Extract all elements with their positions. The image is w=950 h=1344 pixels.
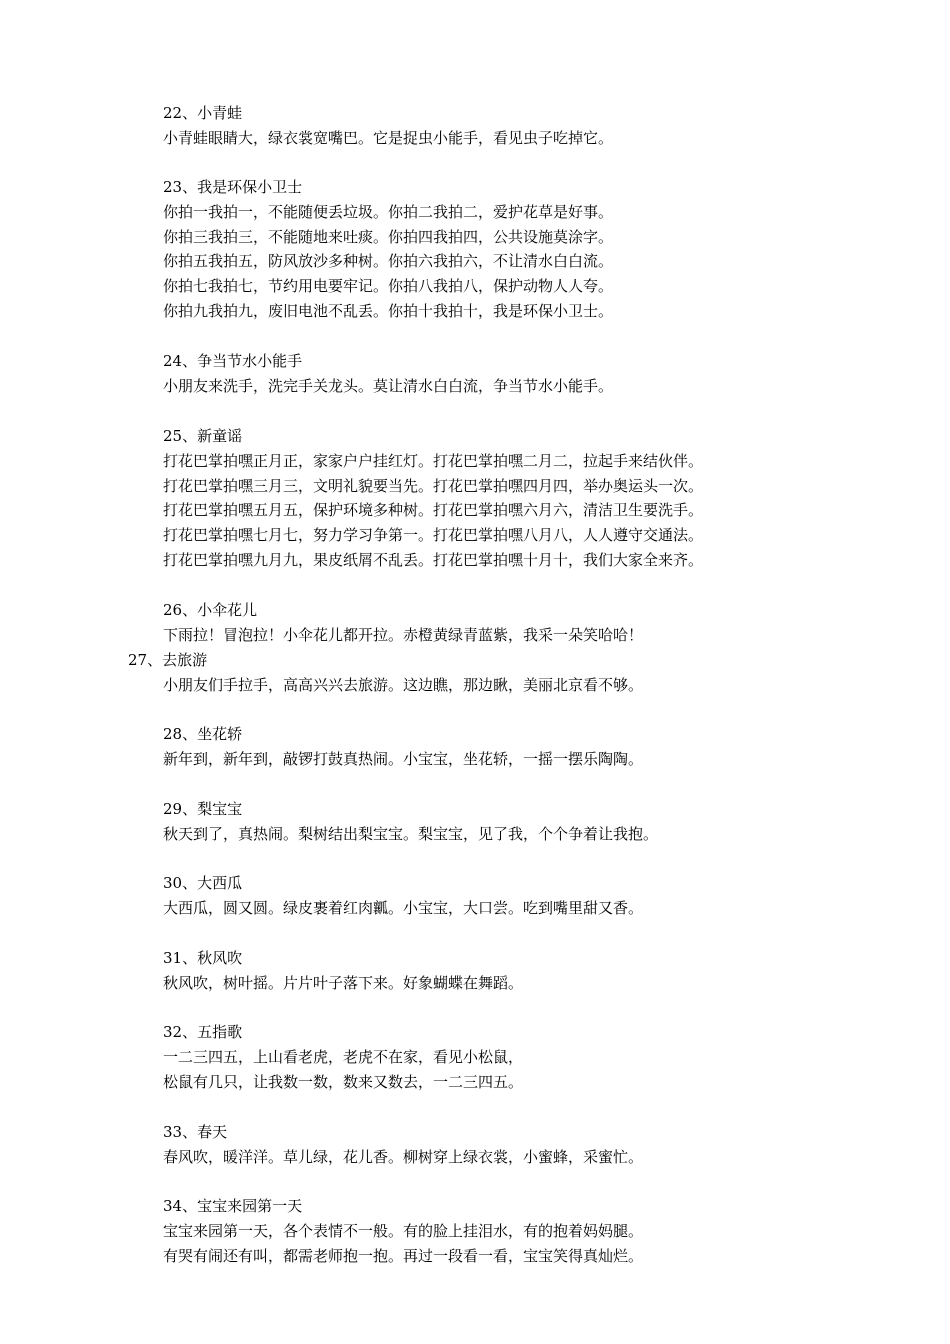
poem-title: 29、梨宝宝: [163, 800, 243, 818]
poem-29: [163, 797, 843, 847]
poem-33: [163, 1120, 843, 1170]
poem-line: 有哭有闹还有叫，都需老师抱一抱。再过一段看一看，宝宝笑得真灿烂。: [163, 1246, 644, 1265]
poem-title: 27、去旅游: [128, 651, 208, 669]
poem-34: [163, 1194, 843, 1268]
poem-line: 大西瓜，圆又圆。绿皮裹着红肉瓤。小宝宝，大口尝。吃到嘴里甜又香。: [163, 898, 644, 917]
poem-line: 一二三四五，上山看老虎，老虎不在家，看见小松鼠，: [163, 1047, 524, 1066]
poem-line: 秋风吹，树叶摇。片片叶子落下来。好象蝴蝶在舞蹈。: [163, 973, 524, 992]
poem-26: [163, 598, 843, 648]
poem-line: 下雨拉！冒泡拉！小伞花儿都开拉。赤橙黄绿青蓝紫，我采一朵笑哈哈！: [163, 625, 644, 644]
poem-line: 你拍九我拍九，废旧电池不乱丢。你拍十我拍十，我是环保小卫士。: [163, 301, 614, 320]
poem-line: 秋天到了，真热闹。梨树结出梨宝宝。梨宝宝，见了我，个个争着让我抱。: [163, 824, 659, 843]
poem-title: 25、新童谣: [163, 427, 243, 445]
poem-title: 26、小伞花儿: [163, 601, 258, 619]
poem-31: [163, 946, 843, 996]
poem-line: 打花巴掌拍嘿七月七，努力学习争第一。打花巴掌拍嘿八月八，人人遵守交通法。: [163, 526, 704, 545]
poem-title: 23、我是环保小卫士: [163, 178, 303, 196]
poem-line: 小朋友来洗手，洗完手关龙头。莫让清水白白流，争当节水小能手。: [163, 376, 614, 395]
poem-30: [163, 871, 843, 921]
poem-28: [163, 722, 843, 772]
poem-24: [163, 349, 843, 399]
poem-line: 你拍三我拍三，不能随地来吐痰。你拍四我拍四，公共设施莫涂字。: [163, 227, 614, 246]
poem-title: 33、春天: [163, 1123, 228, 1141]
poem-title: 30、大西瓜: [163, 874, 243, 892]
poem-line: 新年到，新年到，敲锣打鼓真热闹。小宝宝，坐花轿，一摇一摆乐陶陶。: [163, 749, 644, 768]
poem-line: 春风吹，暖洋洋。草儿绿，花儿香。柳树穿上绿衣裳，小蜜蜂，采蜜忙。: [163, 1147, 644, 1166]
poem-line: 宝宝来园第一天，各个表情不一般。有的脸上挂泪水，有的抱着妈妈腿。: [163, 1221, 644, 1240]
poem-line: 打花巴掌拍嘿九月九，果皮纸屑不乱丢。打花巴掌拍嘿十月十，我们大家全来齐。: [163, 550, 704, 569]
poem-title: 28、坐花轿: [163, 725, 243, 743]
poem-27: [128, 648, 843, 698]
poem-title: 24、争当节水小能手: [163, 352, 303, 370]
poem-22: [163, 101, 843, 151]
poem-line: 小青蛙眼睛大，绿衣裳宽嘴巴。它是捉虫小能手，看见虫子吃掉它。: [163, 128, 614, 147]
poem-title: 31、秋风吹: [163, 949, 243, 967]
poem-title: 34、宝宝来园第一天: [163, 1197, 303, 1215]
poem-line: 你拍五我拍五，防风放沙多种树。你拍六我拍六，不让清水白白流。: [163, 252, 614, 271]
poem-title: 32、五指歌: [163, 1023, 243, 1041]
poem-23: [163, 175, 843, 324]
poem-line: 你拍七我拍七，节约用电要牢记。你拍八我拍八，保护动物人人夸。: [163, 277, 614, 296]
poem-line: 你拍一我拍一，不能随便丢垃圾。你拍二我拍二，爱护花草是好事。: [163, 202, 614, 221]
poem-line: 打花巴掌拍嘿五月五，保护环境多种树。打花巴掌拍嘿六月六，清洁卫生要洗手。: [163, 501, 704, 520]
poem-line: 松鼠有几只，让我数一数，数来又数去，一二三四五。: [163, 1072, 524, 1091]
poem-line: 小朋友们手拉手，高高兴兴去旅游。这边瞧，那边瞅，美丽北京看不够。: [163, 675, 644, 694]
poem-32: [163, 1020, 843, 1094]
poem-title: 22、小青蛙: [163, 104, 243, 122]
poem-line: 打花巴掌拍嘿三月三，文明礼貌要当先。打花巴掌拍嘿四月四，举办奥运头一次。: [163, 476, 704, 495]
poem-25: [163, 424, 843, 573]
poem-line: 打花巴掌拍嘿正月正，家家户户挂红灯。打花巴掌拍嘿二月二，拉起手来结伙伴。: [163, 451, 704, 470]
